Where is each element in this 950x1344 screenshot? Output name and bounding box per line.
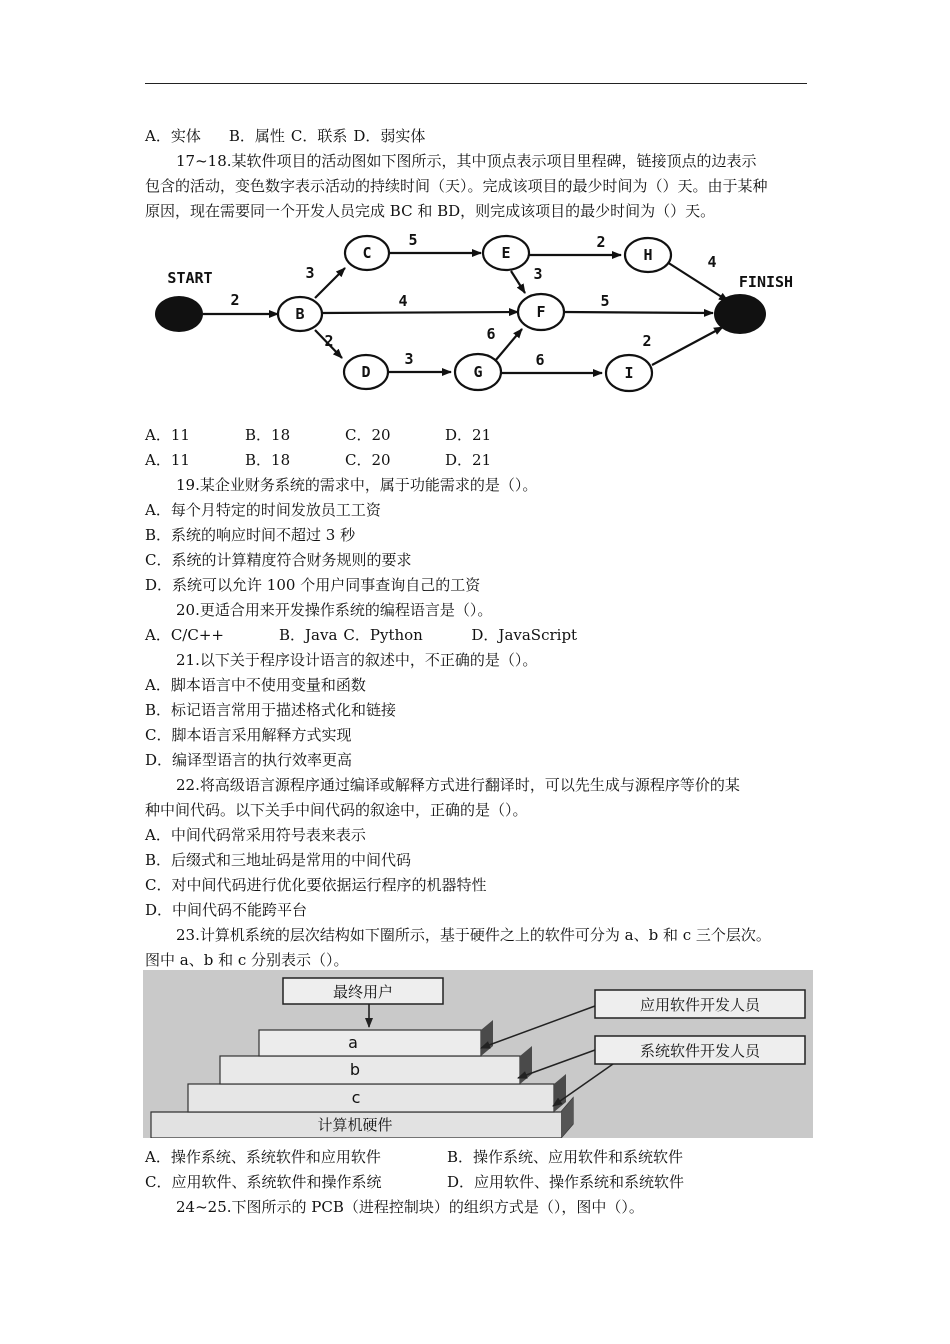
q19-option-b: B．系统的响应时间不超过 3 秒 — [145, 526, 356, 544]
edge-b-f — [321, 312, 518, 313]
edge-f-finish — [563, 312, 713, 313]
q22-stem-line1: 22.将高级语言源程序通过编译或解释方式进行翻译时，可以先生成与源程序等价的某 — [176, 776, 740, 794]
q17-stem-line3: 原因，现在需要同一个开发人员完成 BC 和 BD，则完成该项目的最少时间为（）天。 — [145, 202, 716, 220]
end-user-label: 最终用户 — [332, 983, 394, 1001]
q16-option-a: A．实体 — [145, 127, 201, 145]
node-f-label: F — [536, 303, 546, 321]
weight-d-g: 3 — [404, 350, 414, 368]
q17-options-row1 — [145, 425, 491, 445]
q21-stem: 21.以下关于程序设计语言的叙述中，不正确的是（）。 — [176, 651, 538, 669]
start-node — [155, 296, 203, 332]
q23-options-row2 — [145, 1172, 684, 1192]
q17-options-row2 — [145, 450, 491, 470]
q23-option-d: D．应用软件、操作系统和系统软件 — [447, 1173, 685, 1191]
q22-option-d: D．中间代码不能跨平台 — [145, 901, 308, 919]
q21-option-d: D．编译型语言的执行效率更高 — [145, 751, 353, 769]
weight-e-h: 2 — [596, 233, 606, 251]
edge-i-finish — [652, 327, 723, 365]
q23-stem-line2: 图中 a、b 和 c 分别表示（）。 — [145, 951, 349, 969]
layer-b — [220, 1056, 520, 1084]
q20-options — [145, 625, 577, 645]
q18-option-a: A．11 — [145, 451, 190, 469]
q20-stem: 20.更适合用来开发操作系统的编程语言是（）。 — [176, 601, 493, 619]
weight-c-e: 5 — [408, 231, 418, 249]
weight-f-finish: 5 — [600, 292, 610, 310]
q22-option-b: B．后缀式和三地址码是常用的中间代码 — [145, 851, 412, 869]
q19-option-c: C．系统的计算精度符合财务规则的要求 — [145, 551, 412, 569]
weight-g-f: 6 — [486, 325, 496, 343]
q24-stem: 24~25.下图所示的 PCB（进程控制块）的组织方式是（），图中（）。 — [176, 1198, 644, 1216]
q23-stem-line1: 23.计算机系统的层次结构如下圈所示，基于硬件之上的软件可分为 a、b 和 c 三个层次。 — [176, 926, 771, 944]
q20-option-c: C．Python — [343, 626, 423, 644]
system-hierarchy-diagram — [143, 970, 813, 1138]
weight-b-f: 4 — [398, 292, 408, 310]
q21-option-c: C．脚本语言采用解释方式实现 — [145, 726, 352, 744]
q17-stem-line1: 17~18.某软件项目的活动图如下图所示，其中顶点表示项目里程碑，链接顶点的边表示 — [176, 152, 757, 170]
app-dev-label: 应用软件开发人员 — [639, 996, 761, 1014]
q23-option-b: B．操作系统、应用软件和系统软件 — [447, 1148, 684, 1166]
activity-graph — [145, 228, 807, 408]
q22-option-c: C．对中间代码进行优化要依据运行程序的机器特性 — [145, 876, 487, 894]
node-d-label: D — [361, 363, 371, 381]
q16-option-b: B．属性 — [228, 127, 285, 145]
finish-label: FINISH — [738, 273, 794, 291]
layer-a — [259, 1030, 481, 1056]
start-label: START — [167, 269, 213, 287]
edge-g-f — [495, 329, 522, 361]
q22-option-a: A．中间代码常采用符号表来表示 — [145, 826, 366, 844]
weight-e-f: 3 — [533, 265, 543, 283]
sys-dev-label: 系统软件开发人员 — [639, 1042, 761, 1060]
q20-option-b: B．Java — [279, 626, 338, 644]
weight-h-finish: 4 — [707, 253, 717, 271]
edge-e-f — [511, 271, 525, 293]
q17-option-b: B．18 — [245, 426, 291, 444]
q16-option-d: D．弱实体 — [353, 127, 426, 145]
q17-stem-line2: 包含的活动，变色数字表示活动的持续时间（天）。完成该项目的最少时间为（）天。由于某种 — [145, 177, 768, 195]
q19-option-a: A．每个月特定的时间发放员工工资 — [145, 501, 381, 519]
q21-option-a: A．脚本语言中不使用变量和函数 — [145, 676, 366, 694]
header-rule — [145, 83, 807, 84]
layer-a-label: a — [348, 1033, 358, 1052]
weight-start-b: 2 — [230, 291, 240, 309]
q19-stem: 19.某企业财务系统的需求中，属于功能需求的是（）。 — [176, 476, 538, 494]
q17-option-a: A．11 — [145, 426, 190, 444]
node-g-label: G — [473, 363, 483, 381]
node-b-label: B — [295, 305, 305, 323]
q19-option-d: D．系统可以允许 100 个用户同事查询自己的工资 — [145, 576, 481, 594]
q16-options — [145, 126, 425, 146]
hardware-label: 计算机硬件 — [317, 1116, 393, 1134]
q20-option-a: A．C/C++ — [145, 626, 224, 644]
layer-b-label: b — [349, 1060, 361, 1079]
q17-option-c: C．20 — [345, 426, 391, 444]
q23-option-a: A．操作系统、系统软件和应用软件 — [145, 1148, 381, 1166]
layer-c — [188, 1084, 554, 1112]
q17-option-d: D．21 — [445, 426, 492, 444]
node-e-label: E — [501, 244, 511, 262]
edge-b-c — [315, 268, 345, 298]
q18-option-c: C．20 — [345, 451, 391, 469]
node-h-label: H — [643, 246, 653, 264]
node-i-label: I — [624, 364, 634, 382]
weight-b-c: 3 — [305, 264, 315, 282]
layer-c-label: c — [351, 1088, 361, 1107]
q20-option-d: D．JavaScript — [471, 626, 578, 644]
weight-i-finish: 2 — [642, 332, 652, 350]
q22-stem-line2: 种中间代码。以下关手中间代码的叙途中，正确的是（）。 — [145, 801, 528, 819]
weight-b-d: 2 — [324, 332, 334, 350]
q21-option-b: B．标记语言常用于描述格式化和链接 — [145, 701, 397, 719]
weight-g-i: 6 — [535, 351, 545, 369]
q18-option-b: B．18 — [245, 451, 291, 469]
q23-option-c: C．应用软件、系统软件和操作系统 — [145, 1173, 382, 1191]
finish-node — [714, 294, 766, 334]
node-c-label: C — [362, 244, 372, 262]
q18-option-d: D．21 — [445, 451, 492, 469]
q23-options-row1 — [145, 1147, 683, 1167]
q16-option-c: C．联系 — [290, 127, 348, 145]
edge-h-finish — [667, 262, 728, 301]
